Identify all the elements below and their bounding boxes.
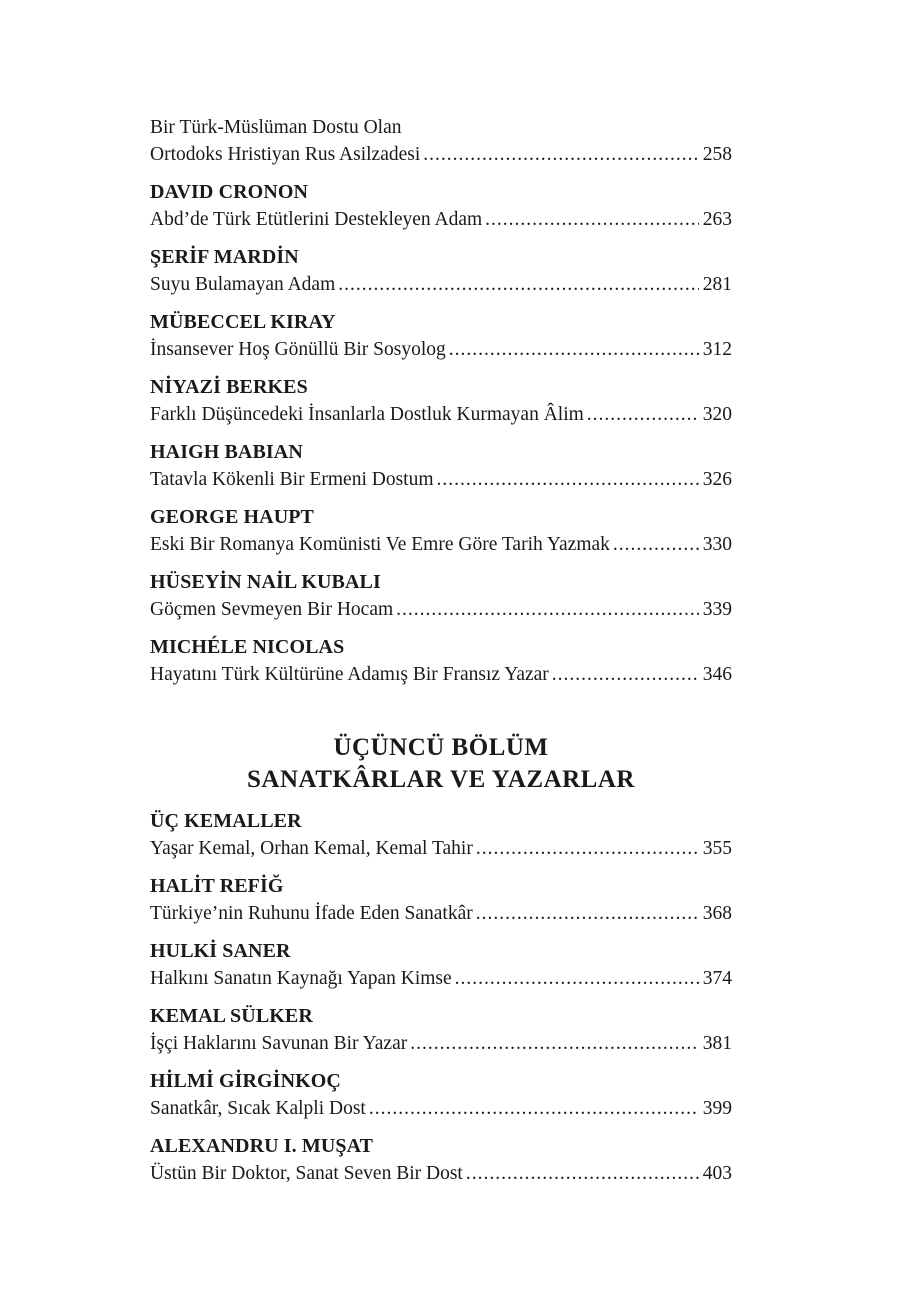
entry-title: Göçmen Sevmeyen Bir Hocam xyxy=(150,599,394,620)
toc-entry xyxy=(150,374,732,428)
entry-page-number: 312 xyxy=(702,339,732,360)
entry-line xyxy=(150,466,732,493)
dot-leader xyxy=(396,596,699,623)
entry-line xyxy=(150,206,732,233)
entry-author: MÜBECCEL KIRAY xyxy=(150,311,336,333)
entry-title: Yaşar Kemal, Orhan Kemal, Kemal Tahir xyxy=(150,838,473,859)
entry-line xyxy=(150,900,732,927)
entry-line xyxy=(150,835,732,862)
toc-entry xyxy=(150,1133,732,1187)
dot-leader xyxy=(423,141,698,168)
entry-line xyxy=(150,965,732,992)
entry-author: NİYAZİ BERKES xyxy=(150,376,308,398)
entry-title: Türkiye’nin Ruhunu İfade Eden Sanatkâr xyxy=(150,903,473,924)
entry-page-number: 281 xyxy=(702,274,732,295)
entry-line xyxy=(150,141,732,168)
entry-line xyxy=(150,1160,732,1187)
dot-leader xyxy=(613,531,699,558)
dot-leader xyxy=(587,401,699,428)
entry-page-number: 399 xyxy=(702,1098,732,1119)
entry-author: GEORGE HAUPT xyxy=(150,506,314,528)
entry-page-number: 263 xyxy=(702,209,732,230)
entry-title: Farklı Düşüncedeki İnsanlarla Dostluk Kurmayan Âlim xyxy=(150,404,584,425)
entry-author: HULKİ SANER xyxy=(150,940,291,962)
entry-author: MICHÉLE NICOLAS xyxy=(150,636,345,658)
section-number: ÜÇÜNCÜ BÖLÜM xyxy=(333,734,549,761)
entry-title: İşçi Haklarını Savunan Bir Yazar xyxy=(150,1033,408,1054)
toc-entry xyxy=(150,309,732,363)
dot-leader xyxy=(485,206,699,233)
entry-page-number: 403 xyxy=(702,1163,732,1184)
entry-title: Hayatını Türk Kültürüne Adamış Bir Fransız Yazar xyxy=(150,664,549,685)
toc-entry xyxy=(150,938,732,992)
entry-line xyxy=(150,271,732,298)
dot-leader xyxy=(369,1095,699,1122)
entry-line xyxy=(150,661,732,688)
entry-author: HAIGH BABIAN xyxy=(150,441,303,463)
entry-page-number: 330 xyxy=(702,534,732,555)
entry-title: Abd’de Türk Etütlerini Destekleyen Adam xyxy=(150,209,483,230)
dot-leader xyxy=(449,336,699,363)
dot-leader xyxy=(437,466,699,493)
entry-line xyxy=(150,1095,732,1122)
toc-entry xyxy=(150,439,732,493)
section-heading xyxy=(150,732,732,796)
section-title: SANATKÂRLAR VE YAZARLAR xyxy=(247,766,635,793)
dot-leader xyxy=(466,1160,699,1187)
toc-entry xyxy=(150,244,732,298)
entry-author: KEMAL SÜLKER xyxy=(150,1005,313,1027)
entry-author: ALEXANDRU I. MUŞAT xyxy=(150,1135,374,1157)
entry-page-number: 374 xyxy=(702,968,732,989)
entry-title: Üstün Bir Doktor, Sanat Seven Bir Dost xyxy=(150,1163,463,1184)
entry-line xyxy=(150,531,732,558)
entry-author: HİLMİ GİRGİNKOÇ xyxy=(150,1070,341,1092)
entry-author: ŞERİF MARDİN xyxy=(150,246,299,268)
toc-entry xyxy=(150,1003,732,1057)
entry-title: Ortodoks Hristiyan Rus Asilzadesi xyxy=(150,144,421,165)
dot-leader xyxy=(476,835,699,862)
dot-leader xyxy=(455,965,699,992)
entry-line xyxy=(150,401,732,428)
toc-entry xyxy=(150,1068,732,1122)
toc-entry xyxy=(150,179,732,233)
entry-pre-title: Bir Türk-Müslüman Dostu Olan xyxy=(150,117,402,138)
entry-page-number: 368 xyxy=(702,903,732,924)
entry-title: Eski Bir Romanya Komünisti Ve Emre Göre Tarih Yazmak xyxy=(150,534,610,555)
toc-entry xyxy=(150,873,732,927)
toc-entry xyxy=(150,808,732,862)
entry-author: HÜSEYİN NAİL KUBALI xyxy=(150,571,381,593)
entry-author: HALİT REFİĞ xyxy=(150,875,284,897)
toc-entry xyxy=(150,114,732,168)
entry-line xyxy=(150,596,732,623)
entry-page-number: 381 xyxy=(702,1033,732,1054)
table-of-contents xyxy=(150,114,732,1198)
entry-line xyxy=(150,1030,732,1057)
entry-page-number: 339 xyxy=(702,599,732,620)
dot-leader xyxy=(410,1030,699,1057)
entry-page-number: 326 xyxy=(702,469,732,490)
dot-leader xyxy=(552,661,699,688)
entry-title: Suyu Bulamayan Adam xyxy=(150,274,336,295)
entry-page-number: 355 xyxy=(702,838,732,859)
toc-entry xyxy=(150,504,732,558)
entry-author: ÜÇ KEMALLER xyxy=(150,810,302,832)
entry-title: Halkını Sanatın Kaynağı Yapan Kimse xyxy=(150,968,452,989)
toc-entry xyxy=(150,634,732,688)
dot-leader xyxy=(476,900,699,927)
entry-page-number: 320 xyxy=(702,404,732,425)
dot-leader xyxy=(338,271,699,298)
entry-line xyxy=(150,336,732,363)
entry-title: İnsansever Hoş Gönüllü Bir Sosyolog xyxy=(150,339,446,360)
toc-entry xyxy=(150,569,732,623)
entry-title: Tatavla Kökenli Bir Ermeni Dostum xyxy=(150,469,434,490)
entry-page-number: 346 xyxy=(702,664,732,685)
entry-title: Sanatkâr, Sıcak Kalpli Dost xyxy=(150,1098,366,1119)
entry-author: DAVID CRONON xyxy=(150,181,309,203)
entry-page-number: 258 xyxy=(702,144,732,165)
